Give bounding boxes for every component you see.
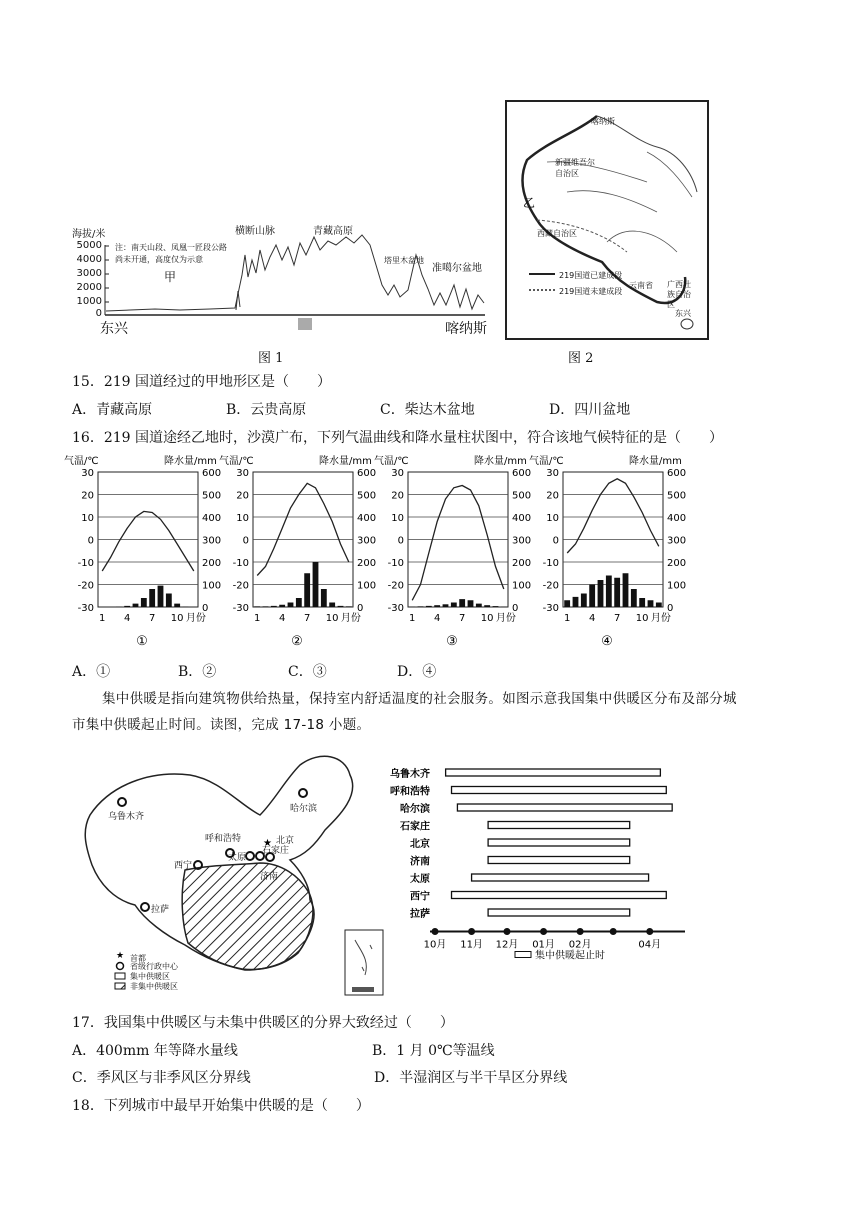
temp-tick: -10: [542, 558, 559, 569]
note: 尚未开通，高度仅为示意: [115, 255, 203, 264]
temp-tick: 0: [397, 535, 404, 547]
precip-tick: 500: [667, 490, 687, 502]
svg-text:★: ★: [116, 951, 125, 961]
precip-tick: 600: [357, 468, 377, 479]
precip-bar: [329, 603, 335, 608]
city-taiyuan: 太原: [228, 853, 247, 863]
climate-charts-svg: [60, 452, 687, 652]
precip-bar: [451, 603, 457, 608]
precip-tick: 0: [357, 603, 364, 614]
precip-bar: [459, 599, 465, 607]
question-17-option-c[interactable]: C．季风区与非季风区分界线: [72, 1070, 251, 1086]
city-xining: 西宁: [174, 861, 193, 871]
temp-tick: -20: [542, 580, 559, 592]
city-jinan: 济南: [260, 872, 279, 882]
chart-number: ④: [601, 634, 613, 649]
precip-axis-label: 降水量/mm: [164, 456, 217, 467]
guangxi-label: 广西壮族自治区: [667, 280, 691, 309]
city-label: 石家庄: [400, 821, 430, 833]
figure-2-caption: 图 2: [568, 351, 594, 366]
month-unit: 月份: [185, 613, 206, 624]
heating-chart-svg: [390, 760, 700, 985]
legend-provincial: 省级行政中心: [130, 962, 178, 971]
month-tick: 4: [278, 613, 286, 624]
label-junggar: 准噶尔盆地: [432, 263, 482, 274]
precip-tick: 0: [202, 603, 209, 614]
label-qingzang: 青藏高原: [313, 226, 353, 237]
climate-chart-1: [64, 454, 221, 649]
temp-axis-label: 气温/℃: [529, 456, 564, 467]
precip-tick: 500: [202, 490, 222, 502]
city-label: 太原: [410, 874, 430, 885]
temp-axis-label: 气温/℃: [64, 456, 99, 467]
y-tick: 3000: [76, 268, 102, 279]
y-tick: 1000: [76, 296, 102, 307]
china-map-outline: [70, 745, 390, 1000]
month-unit: 月份: [340, 613, 361, 624]
chart-number: ①: [136, 634, 148, 649]
city-label: 济南: [410, 856, 430, 868]
precip-bar: [598, 580, 604, 607]
precip-axis-label: 降水量/mm: [319, 456, 372, 467]
question-17-stem: 17．我国集中供暖区与未集中供暖区的分界大致经过（ ）: [72, 1015, 454, 1031]
heating-bar: [452, 787, 667, 794]
month-tick: 4: [433, 613, 441, 624]
month-tick: 4: [588, 613, 596, 624]
temp-tick: 30: [236, 468, 249, 479]
month-tick: 4: [123, 613, 131, 624]
question-16-option-a[interactable]: A．①: [72, 664, 111, 680]
temp-tick: 20: [81, 490, 94, 502]
precip-bar: [426, 606, 432, 607]
month-label: 02月: [568, 939, 592, 951]
precip-axis-label: 降水量/mm: [474, 456, 527, 467]
heating-bar: [457, 804, 672, 811]
city-urumqi: 乌鲁木齐: [108, 812, 145, 822]
precip-bar: [263, 606, 269, 607]
question-16-stem: 16．219 国道途经乙地时，沙漠广布，下列气温曲线和降水量柱状图中，符合该地气候特征的是（ ）: [72, 430, 723, 446]
temp-tick: 30: [546, 468, 559, 479]
figure-1: [70, 215, 490, 340]
month-unit: 月份: [650, 613, 671, 624]
city-label: 西宁: [410, 891, 430, 903]
month-tick: 10: [325, 613, 339, 624]
city-lhasa: 拉萨: [151, 905, 170, 915]
precip-tick: 100: [357, 580, 377, 592]
precip-bar: [141, 598, 147, 607]
figure-2: [505, 100, 709, 340]
month-label: 11月: [460, 939, 483, 951]
precip-tick: 300: [667, 535, 687, 547]
precip-tick: 0: [512, 603, 519, 614]
precip-bar: [279, 605, 285, 607]
question-16-option-c[interactable]: C．③: [288, 664, 327, 680]
precip-bar: [623, 573, 629, 607]
y-tick: 5000: [76, 240, 102, 251]
legend-unbuilt: 219国道未建成段: [559, 287, 623, 296]
question-18-stem: 18．下列城市中最早开始集中供暖的是（ ）: [72, 1098, 370, 1114]
temp-tick: -30: [232, 603, 249, 614]
temp-tick: 10: [391, 513, 404, 524]
precip-bar: [443, 604, 449, 607]
y-tick: 0: [95, 308, 102, 319]
yunnan-label: 云南省: [629, 281, 653, 290]
question-17-option-a[interactable]: A．400mm 年等降水量线: [72, 1043, 238, 1059]
temp-axis-label: 气温/℃: [219, 456, 254, 467]
month-tick: 7: [148, 613, 156, 624]
precip-bar: [648, 600, 654, 607]
start-label: 东兴: [100, 321, 128, 337]
elevation-profile: [70, 215, 490, 340]
region-jia: 甲: [164, 270, 177, 284]
month-unit: 月份: [495, 613, 516, 624]
legend-capital: 首都: [130, 954, 146, 963]
city-label: 拉萨: [410, 909, 430, 920]
precip-tick: 600: [667, 468, 687, 479]
climate-chart-3: [374, 454, 531, 649]
precip-bar: [589, 585, 595, 608]
temp-tick: -30: [542, 603, 559, 614]
month-marker: [646, 928, 653, 935]
precip-tick: 100: [202, 580, 222, 592]
climate-chart-2: [219, 454, 376, 649]
temp-tick: 20: [391, 490, 404, 502]
city-label: 呼和浩特: [390, 786, 430, 798]
precip-tick: 200: [512, 558, 532, 569]
xinjiang-label: 新疆维吾尔自治区: [555, 158, 595, 178]
precip-bar: [149, 589, 155, 607]
chart-number: ②: [291, 634, 303, 649]
precip-bar: [304, 573, 310, 607]
precip-bar: [338, 606, 344, 607]
kanas-label: 喀纳斯: [591, 117, 615, 126]
legend-swatch: [515, 952, 531, 958]
precip-bar: [484, 605, 490, 607]
city-beijing: 北京: [276, 836, 295, 846]
month-tick: 7: [458, 613, 466, 624]
month-tick: 1: [408, 613, 416, 624]
temp-tick: 30: [391, 468, 404, 479]
temp-tick: 10: [546, 513, 559, 524]
precip-tick: 100: [667, 580, 687, 592]
temp-tick: 20: [236, 490, 249, 502]
region-yi: 乙: [523, 196, 536, 210]
month-tick: 7: [303, 613, 311, 624]
month-tick: 1: [563, 613, 571, 624]
precip-bar: [493, 606, 499, 607]
precip-tick: 600: [512, 468, 532, 479]
climate-chart-4: [529, 454, 686, 649]
precip-tick: 600: [202, 468, 222, 479]
temp-tick: -10: [77, 558, 94, 569]
city-hohhot: 呼和浩特: [205, 834, 242, 844]
temp-tick: 0: [87, 535, 94, 547]
precip-bar: [288, 603, 294, 608]
month-label: 12月: [495, 939, 519, 951]
precip-tick: 400: [667, 513, 687, 524]
scale-marker: [298, 318, 312, 330]
precip-bar: [133, 604, 139, 607]
precip-bar: [614, 578, 620, 607]
heating-bar: [452, 892, 667, 899]
intro-line-2: 市集中供暖起止时间。读图，完成 17-18 小题。: [72, 717, 371, 733]
heating-map: [70, 745, 390, 1000]
city-label: 乌鲁木齐: [390, 769, 430, 780]
month-marker: [577, 928, 584, 935]
heating-bar: [488, 857, 630, 864]
precip-tick: 400: [357, 513, 377, 524]
question-17-option-d[interactable]: D．半湿润区与半干旱区分界线: [374, 1070, 568, 1086]
precip-tick: 500: [512, 490, 532, 502]
temp-tick: -20: [77, 580, 94, 592]
heating-bar: [488, 909, 630, 916]
temperature-curve: [412, 486, 504, 601]
question-15-option-d[interactable]: D．四川盆地: [549, 402, 631, 418]
legend-heating: 集中供暖区: [130, 972, 170, 981]
precip-tick: 400: [202, 513, 222, 524]
precip-bar: [476, 604, 482, 607]
question-16-option-b[interactable]: B．②: [178, 664, 217, 680]
month-marker: [503, 928, 510, 935]
month-marker: [432, 928, 439, 935]
precip-tick: 200: [667, 558, 687, 569]
precip-tick: 400: [512, 513, 532, 524]
month-tick: 1: [98, 613, 106, 624]
precip-bar: [174, 604, 180, 607]
chart-number: ③: [446, 634, 458, 649]
city-shijiazhuang: 石家庄: [262, 846, 290, 856]
precip-tick: 0: [667, 603, 674, 614]
heating-period-chart: [390, 760, 700, 985]
precip-bar: [158, 586, 164, 607]
temp-tick: 0: [242, 535, 249, 547]
precip-bar: [418, 606, 424, 607]
precip-bar: [254, 606, 260, 607]
precip-tick: 200: [357, 558, 377, 569]
month-tick: 10: [170, 613, 184, 624]
month-tick: 10: [480, 613, 494, 624]
temperature-curve: [567, 479, 659, 553]
precip-bar: [271, 606, 277, 607]
city-harbin: 哈尔滨: [290, 804, 318, 814]
precip-bar: [468, 600, 474, 607]
end-label: 喀纳斯: [445, 321, 487, 337]
figure-1-caption: 图 1: [258, 351, 284, 366]
precip-bar: [631, 589, 637, 607]
precip-bar: [639, 598, 645, 607]
temp-tick: -10: [232, 558, 249, 569]
precip-bar: [346, 606, 352, 607]
precip-bar: [581, 594, 587, 608]
temp-tick: 20: [546, 490, 559, 502]
heating-bar: [446, 769, 661, 776]
question-15-stem: 15．219 国道经过的甲地形区是（ ）: [72, 374, 331, 390]
y-tick: 2000: [76, 282, 102, 293]
temp-tick: -20: [387, 580, 404, 592]
dongxing-label: 东兴: [675, 309, 691, 318]
precip-tick: 300: [512, 535, 532, 547]
month-marker: [610, 928, 617, 935]
heating-bar: [472, 874, 649, 881]
legend-non-heating: 非集中供暖区: [130, 982, 178, 991]
question-15-option-a[interactable]: A．青藏高原: [72, 402, 153, 418]
y-axis-label: 海拔/米: [72, 229, 106, 240]
precip-bar: [296, 598, 302, 607]
question-16-option-d[interactable]: D．④: [397, 664, 437, 680]
precip-tick: 500: [357, 490, 377, 502]
month-label: 04月: [638, 939, 662, 951]
heating-bar: [488, 822, 630, 829]
city-label: 哈尔滨: [400, 804, 430, 815]
month-tick: 10: [635, 613, 649, 624]
precip-bar: [434, 605, 440, 607]
temp-tick: 10: [236, 513, 249, 524]
month-label: 10月: [423, 939, 447, 951]
precip-bar: [606, 576, 612, 608]
legend-label: 集中供暖起止时: [535, 950, 605, 962]
question-17-option-b[interactable]: B．1 月 0℃等温线: [372, 1043, 495, 1059]
question-15-option-c[interactable]: C．柴达木盆地: [380, 402, 475, 418]
month-marker: [468, 928, 475, 935]
precip-tick: 300: [202, 535, 222, 547]
heating-bar: [488, 839, 630, 846]
temp-tick: -30: [387, 603, 404, 614]
temp-tick: -30: [77, 603, 94, 614]
temp-tick: 30: [81, 468, 94, 479]
precip-tick: 300: [357, 535, 377, 547]
precip-bar: [564, 600, 570, 607]
climate-charts: [60, 452, 687, 652]
intro-line-1: 集中供暖是指向建筑物供给热量，保持室内舒适温度的社会服务。如图示意我国集中供暖区分布及部分城: [102, 691, 737, 707]
label-hengduan: 横断山脉: [235, 226, 275, 237]
precip-bar: [124, 606, 130, 607]
question-15-option-b[interactable]: B．云贵高原: [226, 402, 307, 418]
precip-bar: [313, 562, 319, 607]
svg-text:★: ★: [263, 838, 272, 849]
precip-tick: 200: [202, 558, 222, 569]
month-label: 01月: [532, 939, 555, 951]
xizang-label: 西藏自治区: [537, 229, 577, 238]
month-marker: [540, 928, 547, 935]
temp-tick: -10: [387, 558, 404, 569]
precip-tick: 100: [512, 580, 532, 592]
month-tick: 1: [253, 613, 261, 624]
precip-bar: [656, 603, 662, 608]
month-tick: 7: [613, 613, 621, 624]
precip-bar: [321, 589, 327, 607]
city-label: 北京: [410, 839, 430, 850]
temp-tick: 10: [81, 513, 94, 524]
precip-bar: [166, 594, 172, 608]
y-tick: 4000: [76, 254, 102, 265]
precip-bar: [573, 597, 579, 607]
temp-axis-label: 气温/℃: [374, 456, 409, 467]
label-tarim: 塔里木盆地: [384, 256, 424, 265]
legend-built: 219国道已建成段: [559, 271, 623, 280]
note: 注：南天山段、凤凰一匠段公路: [115, 243, 227, 252]
temp-tick: 0: [552, 535, 559, 547]
precip-axis-label: 降水量/mm: [629, 456, 682, 467]
temp-tick: -20: [232, 580, 249, 592]
